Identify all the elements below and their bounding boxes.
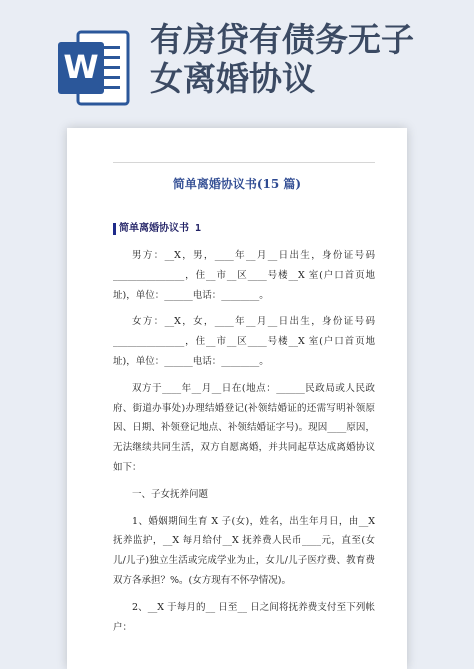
paragraph-custody-clause-1: 1、婚姻期间生育 X 子(女)，姓名，出生年月日，由__X 抚养监护，__X 每月给付__X 抚养费人民币____元，直至(女儿/儿子)独立生活或完成学业为止，女儿/儿子医疗费、教育费双方各承担？%。(女方现有不怀孕情况)。 (113, 515, 375, 586)
word-document-icon (58, 28, 130, 108)
paragraph-marriage-registration: 双方于____年__月__日在(地点：______民政局或人民政府、街道办事处)办理结婚登记(补领结婚证的还需写明补领原因、日期、补领登记地点、补领结婚证字号)。现因____原因，无法继续共同生活，双方自愿离婚，并共同起草达成离婚协议如下： (113, 382, 375, 473)
page-headline: 有房贷有债务无子 女离婚协议 (150, 20, 414, 98)
document-page (67, 128, 407, 669)
paragraph-female-party: 女方：__X，女，____年__月__日出生，身份证号码_______________，住__市__区____号楼__X 室(户口首页地址)，单位：______电话：________。 (113, 316, 375, 367)
document-body (113, 246, 375, 644)
word-icon-letter: W (63, 48, 99, 86)
paragraph-child-custody-heading: 一、子女抚养问题 (132, 488, 209, 500)
paragraph-male-party: 男方：__X，男，____年__月__日出生，身份证号码_______________，住__市__区____号楼__X 室(户口首页地址)，单位：______电话：________。 (113, 250, 375, 301)
header-rule (113, 162, 375, 163)
section-heading: 简单离婚协议书 1 (113, 223, 381, 235)
banner-header (0, 0, 474, 140)
document-title: 简单离婚协议书(15 篇) (172, 177, 302, 191)
paragraph-custody-clause-2: 2、__X 于每月的__ 日至__ 日之间将抚养费支付至下列帐户： (113, 601, 375, 633)
